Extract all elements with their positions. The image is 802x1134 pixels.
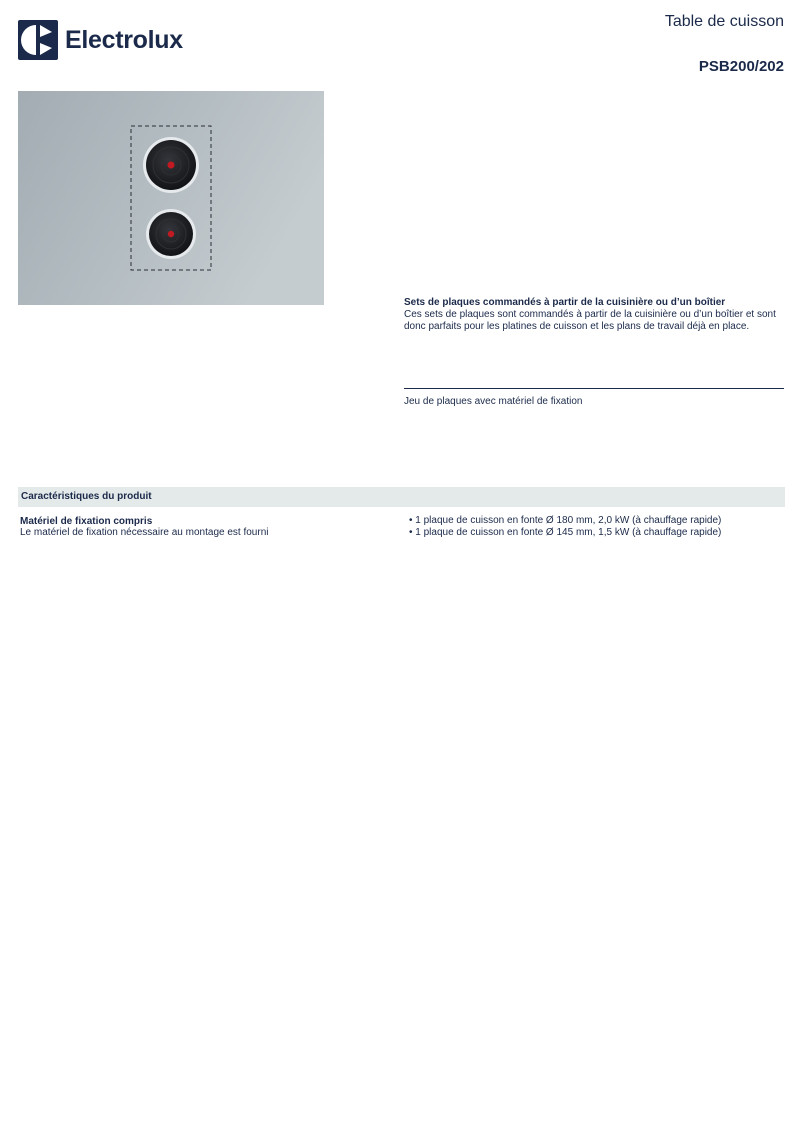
brand-name: Electrolux: [65, 26, 183, 54]
features-title: Caractéristiques du produit: [21, 491, 152, 502]
feature-heading: Matériel de fixation compris: [20, 516, 153, 527]
features-section-header: [18, 487, 785, 507]
product-photo: [18, 91, 324, 305]
small-burner: [146, 209, 196, 259]
description-heading: Sets de plaques commandés à partir de la cuisinière ou d’un boîtier: [404, 297, 726, 308]
large-burner: [143, 137, 199, 193]
document-title: Table de cuisson: [664, 13, 784, 30]
feature-list: [409, 515, 721, 539]
feature-body: Le matériel de fixation nécessaire au montage est fourni: [20, 527, 269, 538]
product-description: [404, 297, 784, 333]
model-code: PSB200/202: [698, 58, 784, 75]
description-body: Ces sets de plaques sont commandés à partir de la cuisinière ou d’un boîtier et sont donc parfaits pour les platines de cuisson et les plans de travail déjà en place.: [404, 309, 776, 332]
brand-logo: [18, 20, 183, 60]
list-item: • 1 plaque de cuisson en fonte Ø 145 mm, 1,5 kW (à chauffage rapide): [409, 527, 721, 539]
included-items: Jeu de plaques avec matériel de fixation: [404, 396, 583, 407]
feature-fixation: [20, 516, 390, 538]
section-divider: [404, 388, 784, 389]
list-item: • 1 plaque de cuisson en fonte Ø 180 mm, 2,0 kW (à chauffage rapide): [409, 515, 721, 527]
electrolux-logo-icon: [18, 20, 58, 60]
